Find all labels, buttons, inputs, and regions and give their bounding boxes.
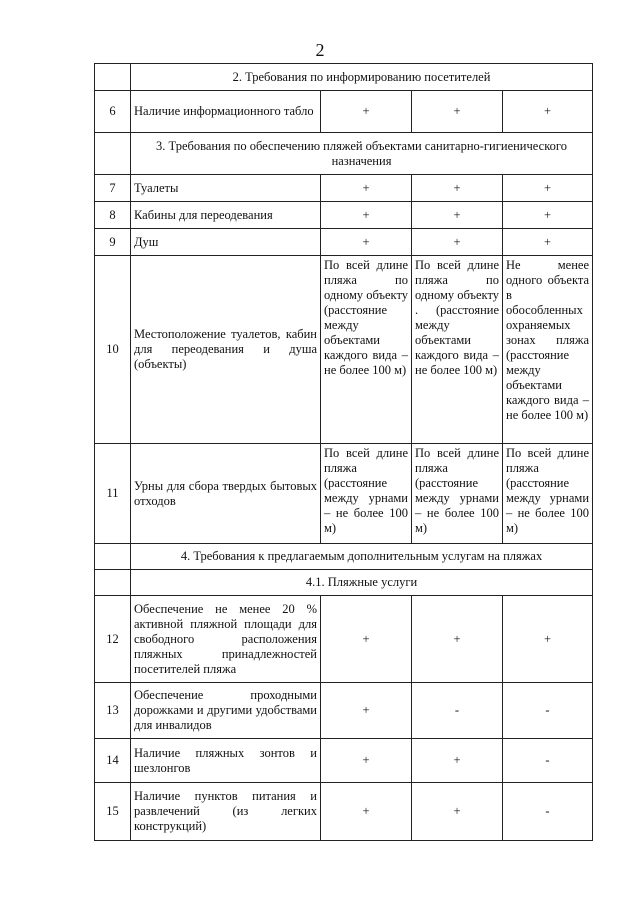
empty-num-cell [95, 570, 131, 596]
subsection-row [95, 570, 593, 596]
requirement-name: Обеспечение не менее 20 % активной пляжной площади для свободного расположения пляжных принадлежностей посетителей пляжа [131, 596, 321, 683]
value-cell: + [321, 229, 412, 256]
requirement-name: Местоположение туалетов, кабин для переодевания и душа (объекты) [131, 256, 321, 444]
value-cell: По всей длине пляжа (расстояние между урнами – не более 100 м) [321, 444, 412, 544]
row-number: 14 [95, 739, 131, 783]
requirement-name: Наличие пляжных зонтов и шезлонгов [131, 739, 321, 783]
requirement-name: Наличие пунктов питания и развлечений (из легких конструкций) [131, 783, 321, 841]
empty-num-cell [95, 544, 131, 570]
table-row [95, 596, 593, 683]
value-cell: + [321, 683, 412, 739]
table-row [95, 683, 593, 739]
row-number: 8 [95, 202, 131, 229]
value-cell: + [321, 175, 412, 202]
empty-num-cell [95, 64, 131, 91]
page-number: 2 [315, 40, 325, 60]
requirement-name: Наличие информационного табло [131, 91, 321, 133]
requirement-name: Душ [131, 229, 321, 256]
row-number: 12 [95, 596, 131, 683]
section-heading: 4. Требования к предлагаемым дополнительным услугам на пляжах [131, 544, 593, 570]
row-number: 15 [95, 783, 131, 841]
value-cell: + [412, 783, 503, 841]
value-cell: + [321, 783, 412, 841]
value-cell: - [503, 683, 593, 739]
value-cell: - [503, 783, 593, 841]
value-cell: - [412, 683, 503, 739]
value-cell: + [503, 229, 593, 256]
row-number: 13 [95, 683, 131, 739]
value-cell: - [503, 739, 593, 783]
empty-num-cell [95, 133, 131, 175]
value-cell: + [503, 596, 593, 683]
value-cell: + [321, 596, 412, 683]
table-row [95, 256, 593, 444]
value-cell: + [503, 202, 593, 229]
subsection-heading: 4.1. Пляжные услуги [131, 570, 593, 596]
value-cell: + [412, 202, 503, 229]
value-cell: По всей длине пляжа (расстояние между урнами – не более 100 м) [412, 444, 503, 544]
table-row [95, 444, 593, 544]
table-row [95, 783, 593, 841]
value-cell: + [412, 596, 503, 683]
table-row [95, 175, 593, 202]
table-row [95, 739, 593, 783]
value-cell: + [412, 175, 503, 202]
section-row [95, 133, 593, 175]
section-row [95, 544, 593, 570]
table-row [95, 229, 593, 256]
section-row [95, 64, 593, 91]
requirement-name: Урны для сбора твердых бытовых отходов [131, 444, 321, 544]
value-cell: Не менее одного объекта в обособленных охраняемых зонах пляжа (расстояние между объектами каждого вида – не более 100 м) [503, 256, 593, 444]
value-cell: По всей длине пляжа по одному объекту . (расстояние между объектами каждого вида – не более 100 м) [412, 256, 503, 444]
value-cell: + [503, 175, 593, 202]
value-cell: По всей длине пляжа по одному объекту (расстояние между объектами каждого вида – не более 100 м) [321, 256, 412, 444]
value-cell: + [321, 91, 412, 133]
value-cell: + [503, 91, 593, 133]
requirement-name: Обеспечение проходными дорожками и другими удобствами для инвалидов [131, 683, 321, 739]
value-cell: + [321, 739, 412, 783]
requirement-name: Туалеты [131, 175, 321, 202]
table-row [95, 91, 593, 133]
requirements-table [94, 63, 593, 841]
table-row [95, 202, 593, 229]
row-number: 10 [95, 256, 131, 444]
value-cell: + [412, 229, 503, 256]
row-number: 7 [95, 175, 131, 202]
requirement-name: Кабины для переодевания [131, 202, 321, 229]
value-cell: + [412, 739, 503, 783]
value-cell: По всей длине пляжа (расстояние между урнами – не более 100 м) [503, 444, 593, 544]
row-number: 6 [95, 91, 131, 133]
section-heading: 2. Требования по информированию посетителей [131, 64, 593, 91]
row-number: 9 [95, 229, 131, 256]
section-heading: 3. Требования по обеспечению пляжей объектами санитарно-гигиенического назначения [131, 133, 593, 175]
row-number: 11 [95, 444, 131, 544]
value-cell: + [321, 202, 412, 229]
value-cell: + [412, 91, 503, 133]
